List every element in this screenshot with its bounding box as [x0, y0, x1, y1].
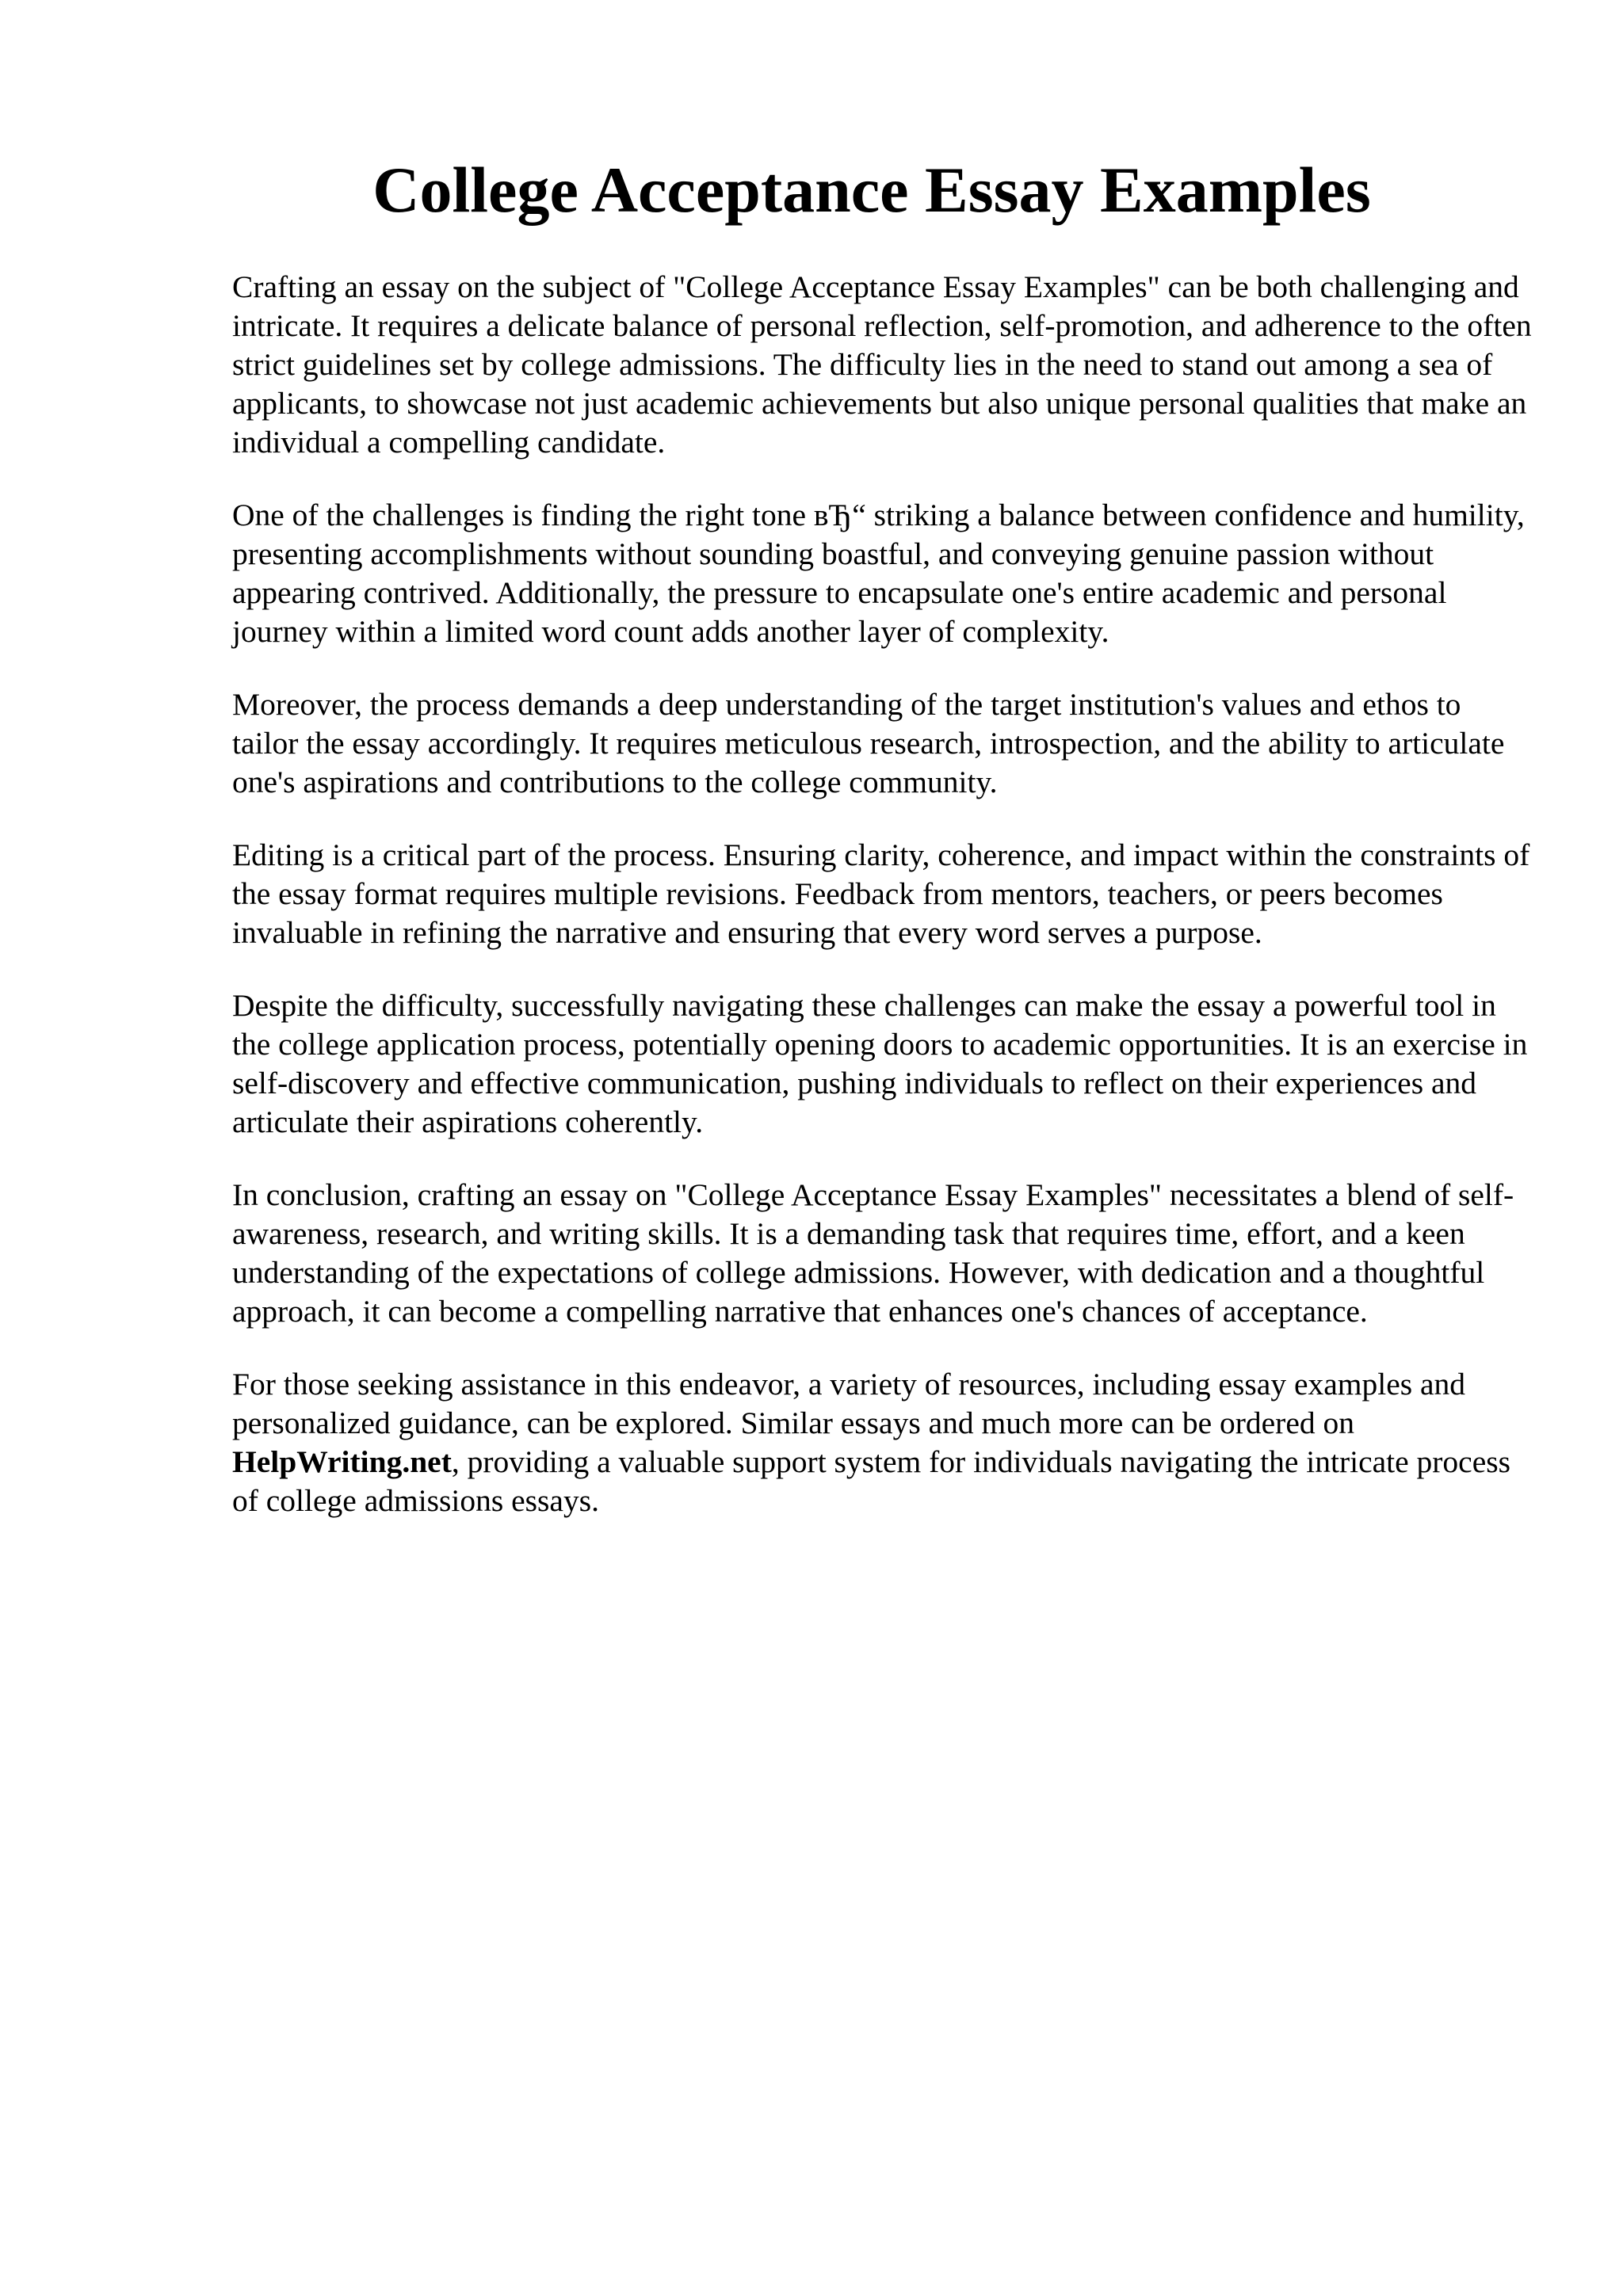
paragraph-intro: Crafting an essay on the subject of "College Acceptance Essay Examples" can be both challenging and intricate. It requires a delicate balance of personal reflection, self-promotion, and adherence to the often strict guidelines set by college admissions. The difficulty lies in the need to stand out among a sea of applicants, to showcase not just academic achievements but also unique personal qualities that make an individual a compelling candidate.: [232, 269, 1532, 460]
resources-text-after: , providing a valuable support system for individuals navigating the intricate process of college admissions essays.: [232, 1444, 1510, 1518]
helpwriting-brand-text: HelpWriting.net: [232, 1444, 452, 1479]
paragraph-resources: [232, 1365, 1532, 1520]
document-title: College Acceptance Essay Examples: [372, 154, 1371, 226]
resources-text-before: For those seeking assistance in this endeavor, a variety of resources, including essay examples and personalized guidance, can be explored. Similar essays and much more can be ordered on: [232, 1367, 1466, 1440]
paragraph-conclusion: In conclusion, crafting an essay on "College Acceptance Essay Examples" necessitates a blend of self-awareness, research, and writing skills. It is a demanding task that requires time, effort, and a keen understanding of the expectations of college admissions. However, with dedication and a thoughtful approach, it can become a compelling narrative that enhances one's chances of acceptance.: [232, 1177, 1514, 1329]
paragraph-institution: Moreover, the process demands a deep understanding of the target institution's values and ethos to tailor the essay accordingly. It requires meticulous research, introspection, and the ability to articulate one's aspirations and contributions to the college community.: [232, 687, 1505, 799]
document-body: [232, 268, 1532, 1554]
paragraph-tone: One of the challenges is finding the right tone вЂ“ striking a balance between confidence and humility, presenting accomplishments without sounding boastful, and conveying genuine passion without appearing contrived. Additionally, the pressure to encapsulate one's entire academic and personal journey within a limited word count adds another layer of complexity.: [232, 498, 1525, 649]
paragraph-difficulty: Despite the difficulty, successfully navigating these challenges can make the essay a powerful tool in the college application process, potentially opening doors to academic opportunities. It is an exercise in self-discovery and effective communication, pushing individuals to reflect on their experiences and articulate their aspirations coherently.: [232, 988, 1528, 1139]
paragraph-editing: Editing is a critical part of the process. Ensuring clarity, coherence, and impact within the constraints of the essay format requires multiple revisions. Feedback from mentors, teachers, or peers becomes invaluable in refining the narrative and ensuring that every word serves a purpose.: [232, 837, 1530, 950]
